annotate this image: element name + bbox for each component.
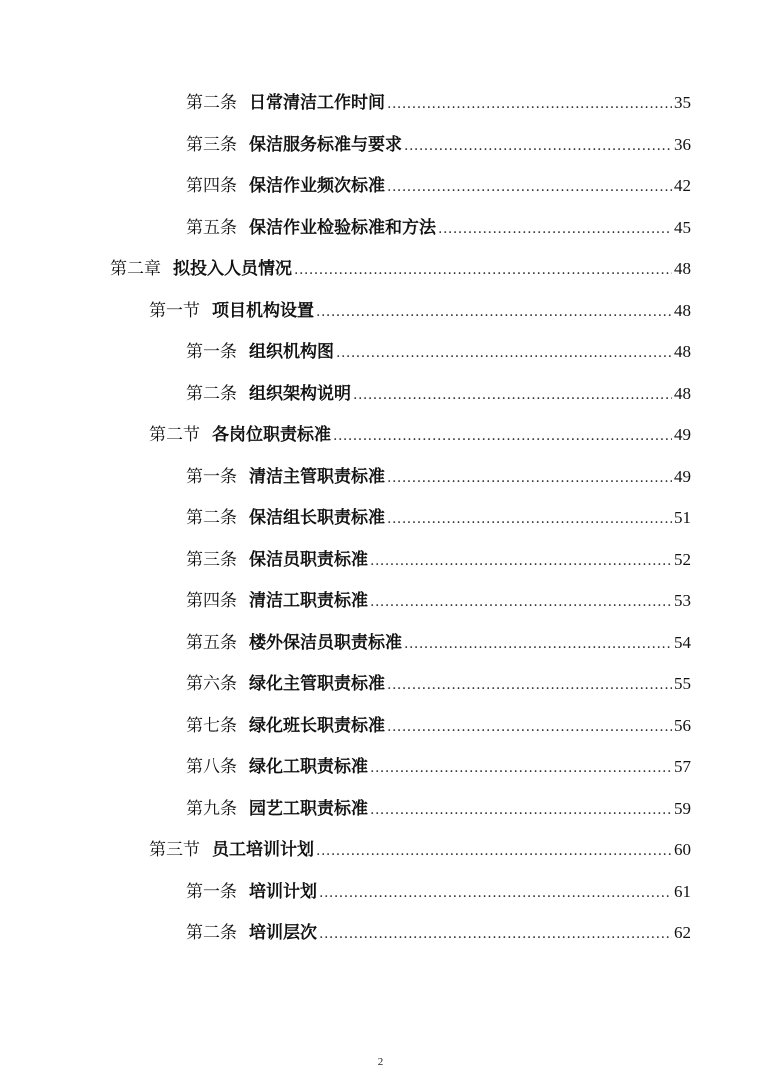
toc-entry[interactable] bbox=[186, 464, 691, 490]
toc-entry[interactable] bbox=[186, 920, 691, 946]
toc-entry-title: 培训计划 bbox=[249, 881, 317, 902]
toc-dot-leader bbox=[319, 921, 672, 947]
toc-entry-number: 第一条 bbox=[186, 466, 237, 487]
toc-entry-title: 各岗位职责标准 bbox=[212, 425, 331, 445]
toc-entry[interactable] bbox=[186, 796, 691, 822]
toc-entry-title: 保洁作业检验标准和方法 bbox=[249, 217, 436, 238]
toc-entry-page: 53 bbox=[674, 591, 691, 610]
toc-entry[interactable] bbox=[186, 339, 691, 365]
toc-entry[interactable] bbox=[186, 754, 691, 780]
toc-entry-number: 第四条 bbox=[186, 591, 237, 611]
toc-entry-page: 48 bbox=[674, 259, 691, 278]
toc-entry-number: 第二条 bbox=[186, 383, 237, 404]
toc-dot-leader bbox=[387, 174, 672, 200]
toc-dot-leader bbox=[319, 880, 672, 906]
toc-dot-leader bbox=[404, 631, 672, 657]
toc-entry-number: 第二章 bbox=[110, 259, 161, 279]
toc-entry-title: 绿化工职责标准 bbox=[249, 757, 368, 777]
toc-entry-title: 清洁工职责标准 bbox=[249, 591, 368, 611]
toc-entry-title: 日常清洁工作时间 bbox=[249, 93, 385, 113]
toc-entry-number: 第二条 bbox=[186, 508, 237, 528]
toc-entry-number: 第二节 bbox=[149, 425, 200, 445]
toc-entry-number: 第二条 bbox=[186, 93, 237, 113]
toc-entry-number: 第五条 bbox=[186, 632, 237, 653]
toc-dot-leader bbox=[387, 506, 672, 532]
toc-entry-number: 第一节 bbox=[149, 300, 200, 321]
toc-entry-page: 56 bbox=[674, 715, 691, 735]
toc-entry-title: 组织架构说明 bbox=[249, 383, 351, 404]
toc-entry-page: 48 bbox=[674, 383, 691, 403]
toc-dot-leader bbox=[387, 91, 672, 117]
toc-entry-number: 第一条 bbox=[186, 881, 237, 902]
toc-entry-page: 49 bbox=[674, 466, 691, 486]
toc-dot-leader bbox=[336, 340, 672, 366]
toc-entry-page: 42 bbox=[674, 176, 691, 195]
toc-entry-page: 52 bbox=[674, 549, 691, 569]
toc-dot-leader bbox=[387, 465, 672, 491]
toc-entry-page: 60 bbox=[674, 840, 691, 859]
toc-entry-page: 35 bbox=[674, 93, 691, 112]
toc-entry-page: 36 bbox=[674, 134, 691, 154]
toc-entry[interactable] bbox=[186, 381, 691, 407]
toc-entry-title: 清洁主管职责标准 bbox=[249, 466, 385, 487]
toc-entry-number: 第七条 bbox=[186, 715, 237, 736]
toc-entry-number: 第八条 bbox=[186, 757, 237, 777]
toc-entry-page: 49 bbox=[674, 425, 691, 444]
toc-entry[interactable] bbox=[186, 588, 691, 614]
toc-entry-title: 保洁组长职责标准 bbox=[249, 508, 385, 528]
toc-entry-number: 第四条 bbox=[186, 176, 237, 196]
toc-entry-number: 第九条 bbox=[186, 798, 237, 819]
toc-entry-title: 楼外保洁员职责标准 bbox=[249, 632, 402, 653]
toc-entry[interactable] bbox=[186, 173, 691, 199]
toc-entry[interactable] bbox=[186, 215, 691, 241]
toc-entry-number: 第三节 bbox=[149, 840, 200, 860]
toc-entry-page: 55 bbox=[674, 674, 691, 693]
toc-dot-leader bbox=[370, 797, 672, 823]
toc-dot-leader bbox=[387, 714, 672, 740]
toc-dot-leader bbox=[370, 755, 672, 781]
toc-entry-title: 绿化班长职责标准 bbox=[249, 715, 385, 736]
toc-dot-leader bbox=[370, 548, 672, 574]
toc-entry-title: 组织机构图 bbox=[249, 342, 334, 362]
toc-entry[interactable] bbox=[186, 132, 691, 158]
toc-entry[interactable] bbox=[186, 90, 691, 116]
toc-entry-title: 园艺工职责标准 bbox=[249, 798, 368, 819]
toc-dot-leader bbox=[316, 838, 672, 864]
toc-dot-leader bbox=[353, 382, 672, 408]
toc-entry-title: 培训层次 bbox=[249, 923, 317, 943]
toc-entry-page: 48 bbox=[674, 300, 691, 320]
toc-dot-leader bbox=[333, 423, 672, 449]
toc-entry-title: 保洁作业频次标准 bbox=[249, 176, 385, 196]
toc-entry-page: 48 bbox=[674, 342, 691, 361]
toc-entry[interactable] bbox=[149, 422, 691, 448]
toc-entry-page: 59 bbox=[674, 798, 691, 818]
toc-entry-number: 第五条 bbox=[186, 217, 237, 238]
toc-dot-leader bbox=[316, 299, 672, 325]
toc-dot-leader bbox=[370, 589, 672, 615]
toc-entry[interactable] bbox=[186, 713, 691, 739]
toc-entry-page: 54 bbox=[674, 632, 691, 652]
toc-dot-leader bbox=[404, 133, 672, 159]
toc-entry-number: 第一条 bbox=[186, 342, 237, 362]
toc-entry[interactable] bbox=[186, 630, 691, 656]
toc-entry-page: 62 bbox=[674, 923, 691, 942]
toc-entry-title: 绿化主管职责标准 bbox=[249, 674, 385, 694]
toc-entry-number: 第三条 bbox=[186, 134, 237, 155]
toc-entry-page: 61 bbox=[674, 881, 691, 901]
toc-entry[interactable] bbox=[186, 505, 691, 531]
toc-entry-number: 第二条 bbox=[186, 923, 237, 943]
toc-entry-title: 拟投入人员情况 bbox=[173, 259, 292, 279]
toc-entry[interactable] bbox=[149, 837, 691, 863]
toc-entry[interactable] bbox=[110, 256, 691, 282]
page-number: 2 bbox=[377, 1056, 384, 1068]
toc-entry-number: 第六条 bbox=[186, 674, 237, 694]
toc-entry[interactable] bbox=[186, 547, 691, 573]
toc-entry[interactable] bbox=[186, 879, 691, 905]
toc-dot-leader bbox=[294, 257, 672, 283]
toc-entry-page: 51 bbox=[674, 508, 691, 527]
toc-dot-leader bbox=[438, 216, 672, 242]
toc-entry-page: 45 bbox=[674, 217, 691, 237]
toc-entry[interactable] bbox=[149, 298, 691, 324]
toc-entry-page: 57 bbox=[674, 757, 691, 776]
toc-entry-number: 第三条 bbox=[186, 549, 237, 570]
toc-dot-leader bbox=[387, 672, 672, 698]
toc-entry-title: 项目机构设置 bbox=[212, 300, 314, 321]
toc-entry-title: 保洁服务标准与要求 bbox=[249, 134, 402, 155]
toc-entry[interactable] bbox=[186, 671, 691, 697]
toc-entry-title: 保洁员职责标准 bbox=[249, 549, 368, 570]
toc-entry-title: 员工培训计划 bbox=[212, 840, 314, 860]
